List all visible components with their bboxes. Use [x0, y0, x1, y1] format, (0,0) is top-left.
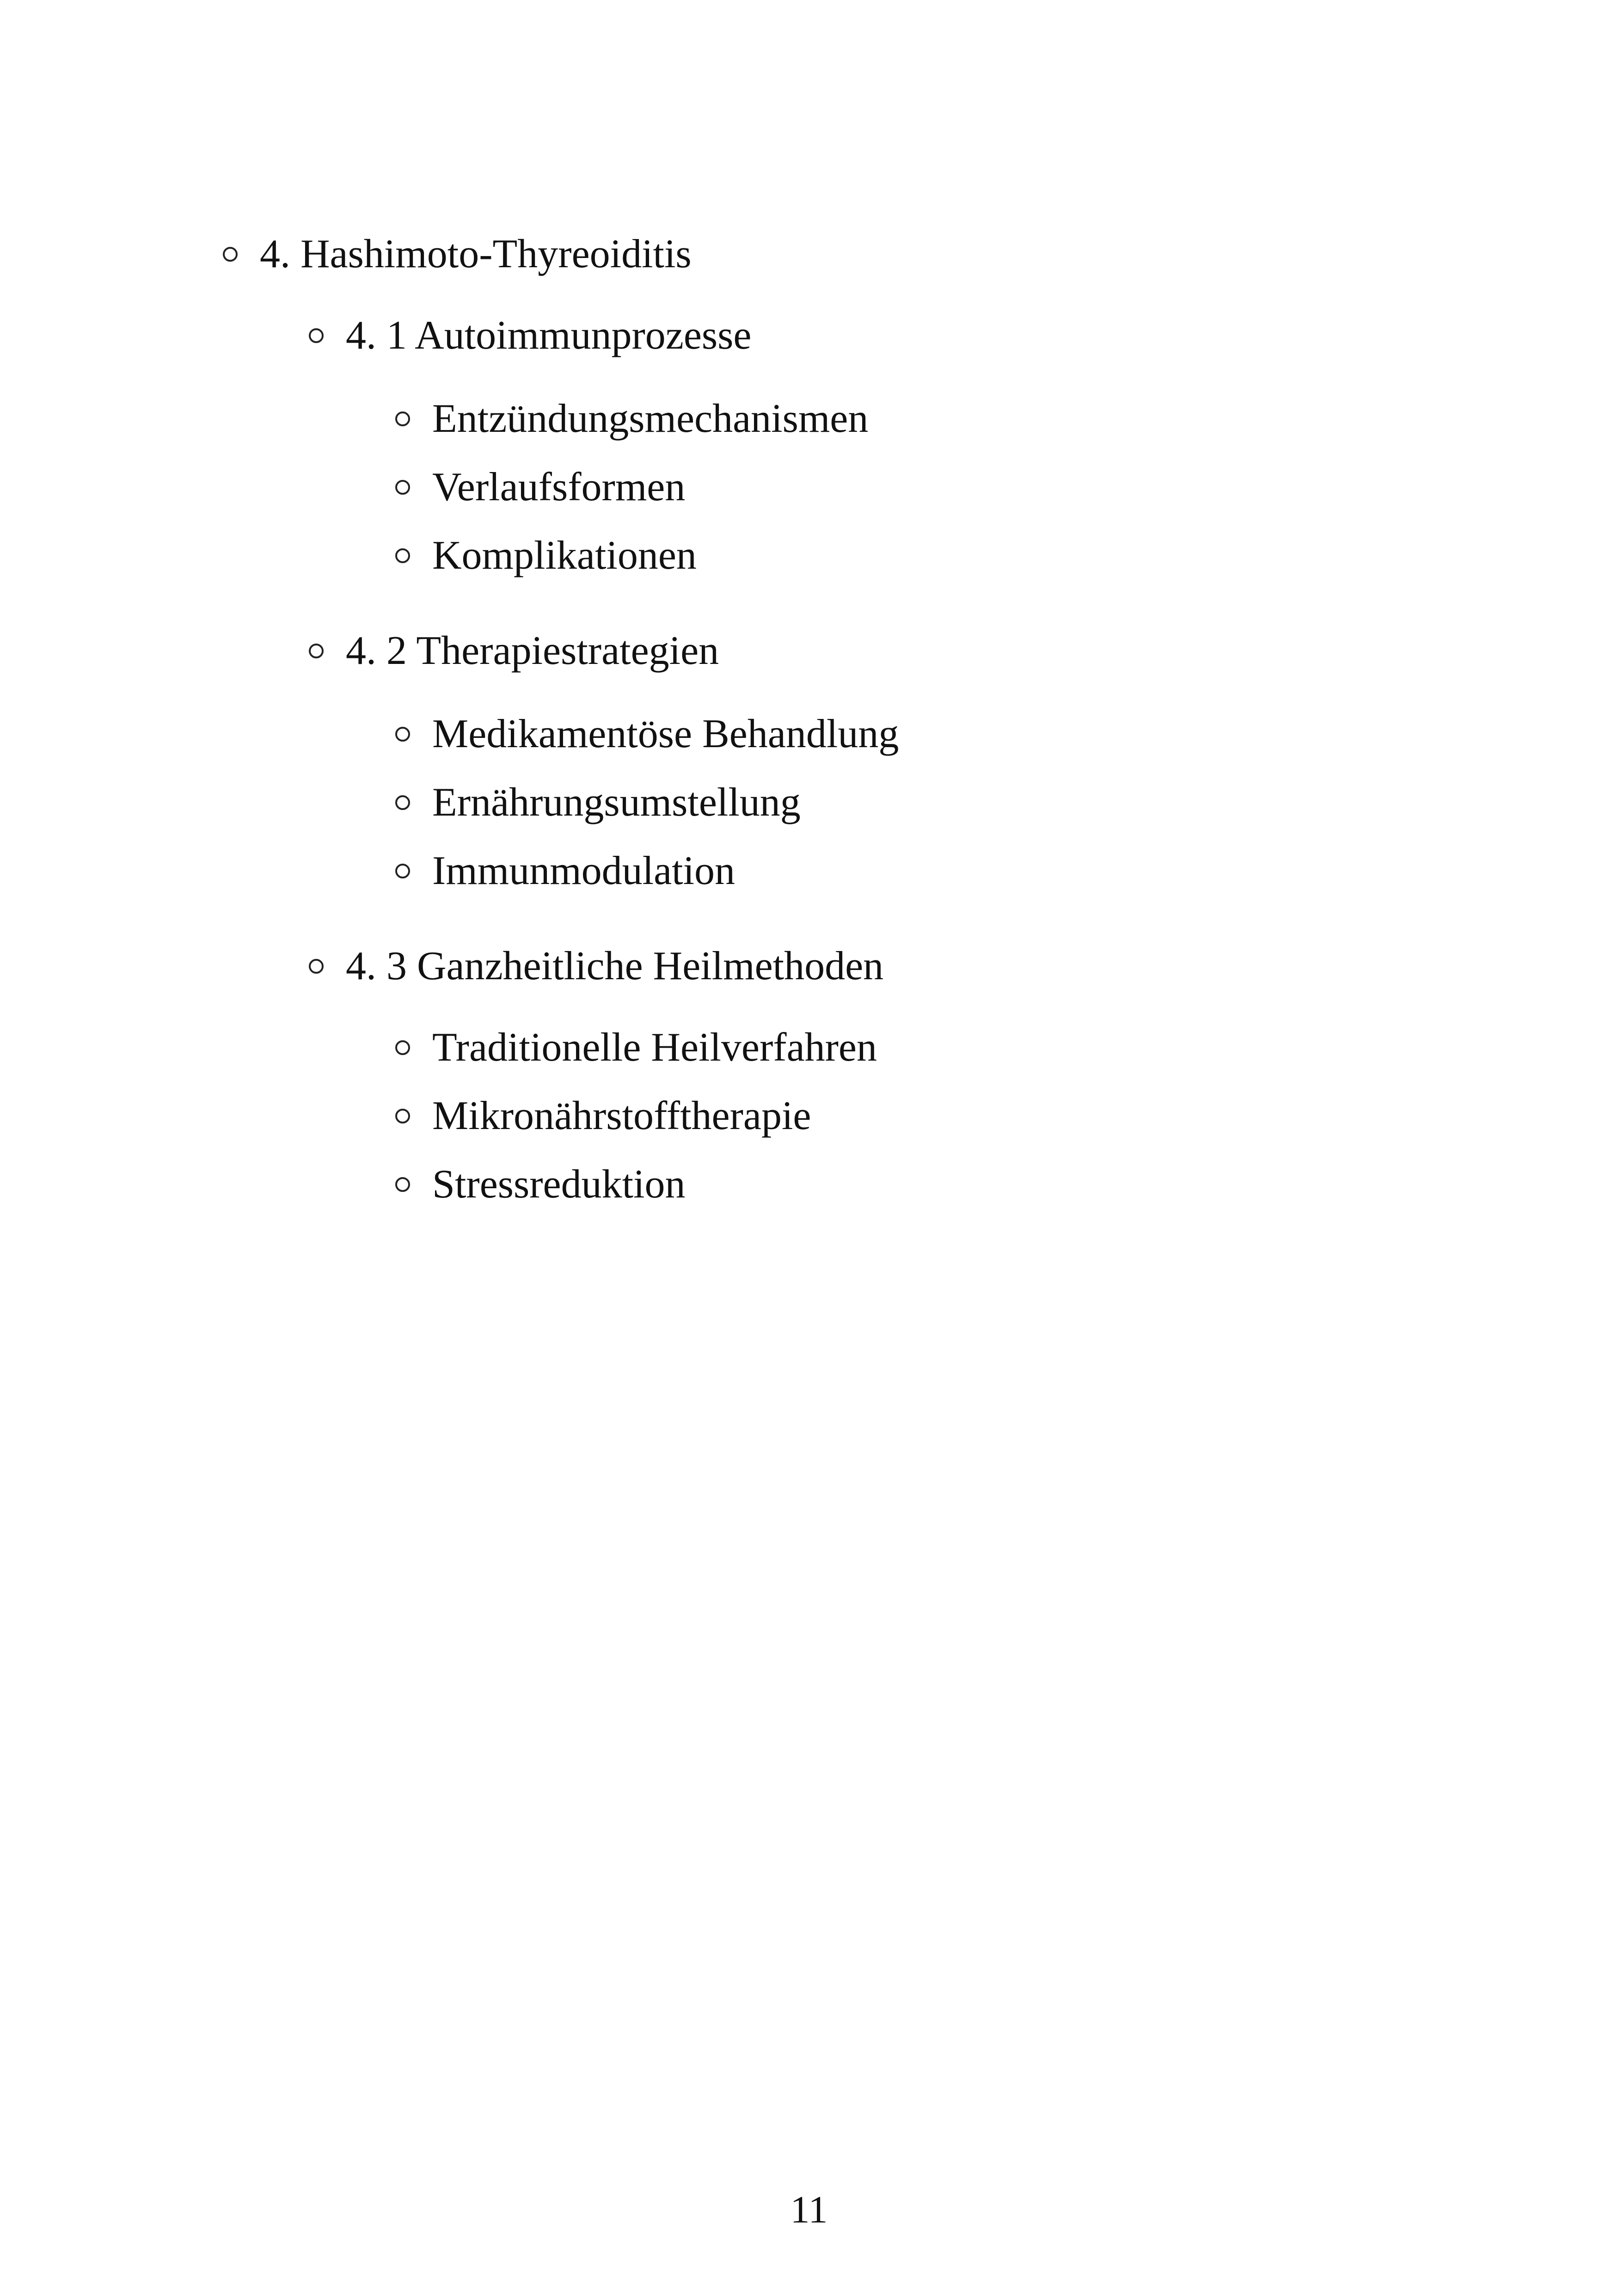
hollow-bullet-icon — [309, 328, 324, 343]
item-label: Stressreduktion — [432, 1162, 686, 1207]
item-label: Mikronährstofftherapie — [432, 1093, 811, 1138]
outline-item — [395, 1164, 686, 1205]
hollow-bullet-icon — [395, 727, 410, 742]
item-label: Komplikationen — [432, 533, 697, 578]
hollow-bullet-icon — [395, 1109, 410, 1123]
outline-item — [395, 782, 801, 823]
hollow-bullet-icon — [395, 480, 410, 495]
outline-chapter — [223, 234, 692, 275]
outline-item — [395, 467, 685, 508]
hollow-bullet-icon — [309, 644, 324, 658]
hollow-bullet-icon — [395, 548, 410, 563]
hollow-bullet-icon — [223, 247, 238, 262]
hollow-bullet-icon — [395, 1040, 410, 1055]
page-number: 11 — [790, 2188, 828, 2231]
hollow-bullet-icon — [395, 864, 410, 878]
outline-item — [395, 1093, 811, 1138]
outline-item — [395, 535, 697, 576]
item-label: Verlaufsformen — [432, 465, 686, 510]
hollow-bullet-icon — [309, 959, 324, 974]
outline-section — [309, 315, 751, 356]
section-title: 4. 2 Therapiestrategien — [346, 628, 719, 673]
item-label: Ernährungsumstellung — [432, 780, 801, 825]
item-label: Medikamentöse Behandlung — [432, 712, 899, 756]
chapter-title: 4. Hashimoto-Thyreoiditis — [260, 232, 692, 276]
hollow-bullet-icon — [395, 795, 410, 810]
outline-item — [395, 848, 735, 893]
item-label: Immunmodulation — [432, 848, 735, 893]
outline-item — [395, 714, 899, 755]
outline-section — [309, 628, 719, 673]
item-label: Traditionelle Heilverfahren — [432, 1025, 877, 1070]
outline-item — [395, 1027, 877, 1068]
hollow-bullet-icon — [395, 411, 410, 426]
section-title: 4. 3 Ganzheitliche Heilmethoden — [346, 944, 884, 988]
section-title: 4. 1 Autoimmunprozesse — [346, 313, 752, 358]
outline-item — [395, 396, 869, 441]
hollow-bullet-icon — [395, 1177, 410, 1192]
item-label: Entzündungsmechanismen — [432, 396, 869, 441]
outline-section — [309, 946, 883, 987]
